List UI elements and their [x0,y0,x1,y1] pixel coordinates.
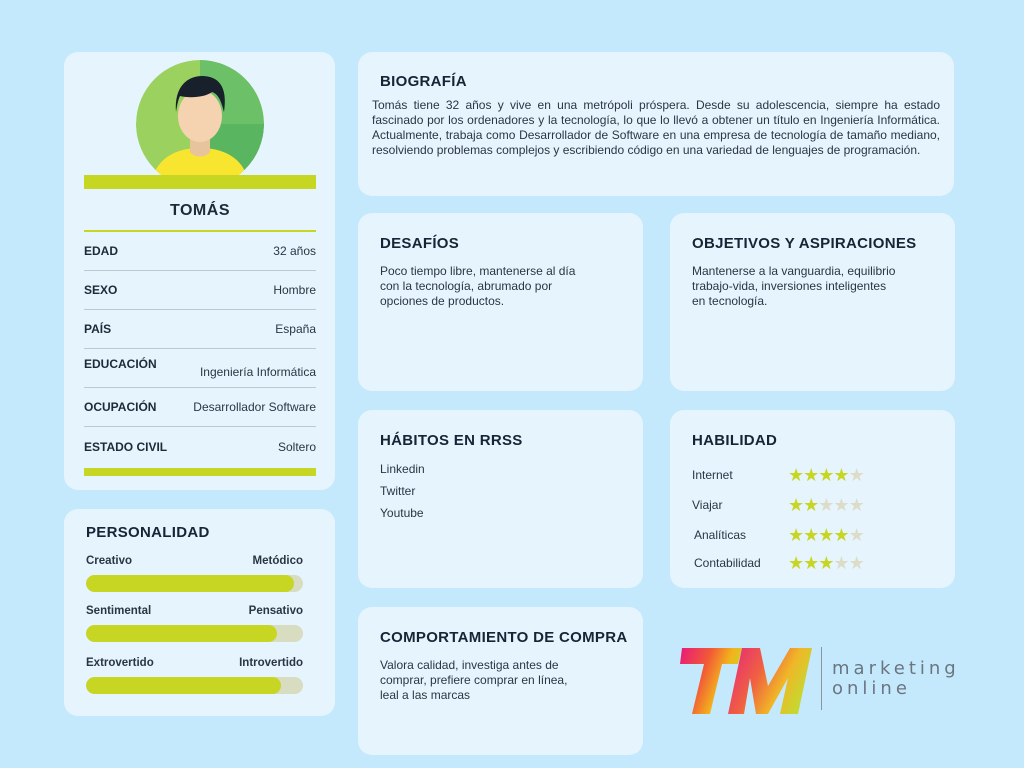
purchase-title: COMPORTAMIENTO DE COMPRA [380,629,628,646]
personality-card [64,509,335,716]
skill-row [692,496,892,514]
person-avatar-icon [136,60,264,188]
social-habits-card [358,410,643,588]
skills-title: HABILIDAD [692,432,778,449]
star-icon: ★ [848,495,864,515]
star-icon: ★ [833,525,849,545]
star-rating [788,526,864,544]
text-line: leal a las marcas [380,688,471,702]
trait-sentimental-thoughtful [86,605,303,642]
detail-label: OCUPACIÓN [84,400,157,414]
star-icon: ★ [818,495,834,515]
star-icon: ★ [803,495,819,515]
detail-row-marital [84,427,316,466]
trait-fill [86,677,281,694]
star-icon: ★ [803,465,819,485]
trait-left-label: Extrovertido [86,657,154,669]
list-item: Youtube [380,506,424,520]
detail-label: SEXO [84,283,118,297]
detail-value: España [275,322,316,336]
trait-track [86,625,303,642]
goals-card [670,213,955,391]
purchase-text [380,658,567,703]
star-rating [788,496,864,514]
challenges-card [358,213,643,391]
text-line: con la tecnología, abrumado por [380,279,553,293]
skill-row [692,526,892,544]
text-line: Valora calidad, investiga antes de [380,658,559,672]
detail-value: Ingeniería Informática [199,365,316,379]
star-rating [788,554,864,572]
detail-label: EDUCACIÓN [84,357,157,371]
trait-track [86,677,303,694]
detail-label: PAÍS [84,322,112,336]
tm-logo-mark [680,646,815,716]
trait-creative-methodical [86,555,303,592]
trait-fill [86,625,277,642]
skills-card [670,410,955,588]
biography-card [358,52,954,196]
star-icon: ★ [788,525,804,545]
star-icon: ★ [833,465,849,485]
challenges-title: DESAFÍOS [380,235,460,252]
skill-row [692,554,892,572]
detail-label: ESTADO CIVIL [84,439,168,454]
social-habits-title: HÁBITOS EN RRSS [380,432,523,449]
text-line: comprar, prefiere comprar en línea, [380,673,568,687]
star-icon: ★ [848,465,864,485]
goals-title: OBJETIVOS Y ASPIRACIONES [692,235,917,252]
star-icon: ★ [803,553,819,573]
trait-right-label: Pensativo [248,605,303,617]
biography-text: Tomás tiene 32 años y vive en una metrópoli próspera. Desde su adolescencia, siempre ha estado fascinado por los ordenadores y la tecnología, lo que lo llevó a obtener un título en Ingeniería Informática. Actualmente, trabaja como Desarrollador de Software en una empresa de tecnología de tamaño mediano, resolviendo problemas complejos y escribiendo código en una variedad de lenguajes de programación. [372,98,940,157]
skill-row [692,466,892,484]
star-rating [788,466,864,484]
bottom-accent-bar [84,468,316,476]
purchase-behavior-card [358,607,643,755]
detail-row-country [84,310,316,349]
profile-card [64,52,335,490]
detail-value: 32 años [273,244,316,258]
detail-label: EDAD [84,244,119,258]
star-icon: ★ [818,553,834,573]
persona-name: TOMÁS [170,202,230,219]
star-icon: ★ [833,495,849,515]
goals-text [692,264,895,309]
personality-title: PERSONALIDAD [86,524,210,541]
star-icon: ★ [848,553,864,573]
detail-value: Soltero [277,439,316,454]
profile-details [84,232,316,466]
star-icon: ★ [818,525,834,545]
accent-bar [84,175,316,189]
trait-left-label: Sentimental [86,605,152,617]
detail-row-age [84,232,316,271]
biography-title: BIOGRAFÍA [380,73,467,90]
brand-logo [680,640,970,720]
star-icon: ★ [818,465,834,485]
detail-row-education [84,349,316,388]
logo-text-line1: marketing [832,658,960,679]
trait-right-label: Metódico [252,555,303,567]
star-icon: ★ [788,465,804,485]
detail-row-occupation [84,388,316,427]
skill-label: Internet [692,468,733,482]
star-icon: ★ [788,495,804,515]
logo-divider [821,647,822,710]
detail-value: Hombre [273,283,316,297]
text-line: trabajo-vida, inversiones inteligentes [692,279,887,293]
text-line: en tecnología. [692,294,768,308]
social-list [380,462,425,528]
detail-row-sex [84,271,316,310]
skill-label: Viajar [692,498,723,512]
skill-label: Contabilidad [694,556,761,570]
trait-track [86,575,303,592]
trait-right-label: Introvertido [239,657,303,669]
star-icon: ★ [803,525,819,545]
trait-left-label: Creativo [86,555,133,567]
star-icon: ★ [833,553,849,573]
list-item: Twitter [380,484,416,498]
challenges-text [380,264,575,309]
text-line: Mantenerse a la vanguardia, equilibrio [692,264,896,278]
logo-text-line2: online [832,678,911,699]
trait-fill [86,575,294,592]
skill-label: Analíticas [694,528,747,542]
detail-value: Desarrollador Software [193,400,316,414]
star-icon: ★ [848,525,864,545]
text-line: opciones de productos. [380,294,505,308]
trait-extrovert-introvert [86,657,303,694]
text-line: Poco tiempo libre, mantenerse al día [380,264,576,278]
star-icon: ★ [788,553,804,573]
list-item: Linkedin [380,462,425,476]
